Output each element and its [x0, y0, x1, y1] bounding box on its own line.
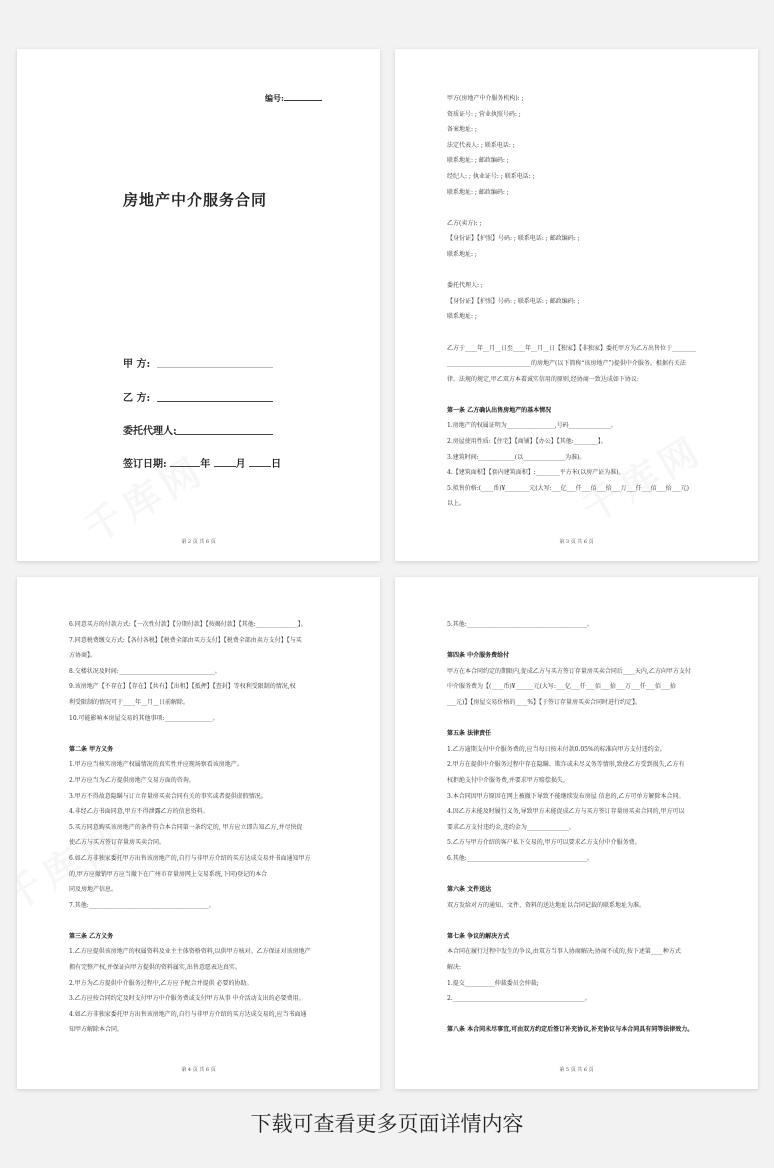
body-line: 解决:: [447, 964, 462, 972]
sign-date-label: 签订日期:: [123, 459, 167, 470]
contract-number-line: [284, 94, 322, 101]
body-line: 1.房地产的权属证明为________________,号码______________。: [447, 422, 617, 430]
body-line: 8.交楼状况及时间:________________________________。: [69, 667, 221, 675]
page-footer: 第 5 页 共 6 页: [559, 1067, 594, 1073]
body-line: 联系地址: ;: [447, 313, 477, 321]
section-heading: 第二条 甲方义务: [69, 745, 114, 753]
body-line: 乙方于____年__月__日至____年__月__日【独家】【非独家】委托甲方为乙方出售位于________: [447, 344, 697, 352]
body-line: 委托代理人: ;: [447, 282, 483, 290]
sign-month-line: [214, 458, 236, 467]
sign-year-label: 年: [200, 459, 211, 470]
page-footer: 第 2 页 共 6 页: [181, 539, 216, 545]
spacer: [447, 387, 706, 403]
spacer: [69, 726, 328, 742]
spacer: [447, 633, 706, 649]
body-line: 5.拟售价格:(____币)¥________元(大写:___亿___仟___佰___拾___万___仟___佰___拾___元): [447, 484, 689, 492]
spacer: [447, 913, 706, 929]
body-line: 【身份证】【护照】号码: ; 联系电话: ; 邮政编码: ;: [447, 297, 580, 305]
body-line: 知甲方解除本合同。: [69, 1026, 124, 1034]
body-line: 利受限制的情况可于____年__月__日前解除。: [69, 698, 190, 706]
body-line: 3.乙方应按合同约定及时支付甲方中介服务费或支付甲方从事 中介活动支出的必要费用。: [69, 995, 305, 1003]
contract-number-label: 编号:: [265, 93, 284, 103]
body-line: 法定代表人: ; 联系电话: ;: [447, 141, 515, 149]
body-line: 权拒绝支付中介服务费,并要求甲方赔偿损失。: [447, 776, 569, 784]
body-line: 3.甲方不得故意隐瞒与订立存量房买卖合同有关的事实或者提供虚假情况。: [69, 792, 267, 800]
body-line: ____________________________的房地产(以下简称“该房地产”)提供中介服务。根据有关法: [447, 360, 686, 368]
body-line: 5.买方同意购买该房地产的条件符合本合同第一条约定的, 甲方应立即告知乙方,并尽快促: [69, 823, 303, 831]
body-line: 本合同在履行过程中发生的争议,由双方当事人协商解决;协商不成的,按下述第____种方式: [447, 948, 681, 956]
page-cover: [17, 49, 380, 561]
sign-day-line: [249, 458, 271, 467]
spacer: [447, 263, 706, 279]
spacer: [69, 913, 328, 929]
body-line: 6.其他:________________________________________。: [447, 854, 593, 862]
body-line: 2.____________________________________________。: [447, 995, 591, 1003]
body-line: 4.【建筑面积】【套内建筑面积】:________平方米(以房产证为准)。: [447, 469, 625, 477]
body-line: 以上。: [447, 500, 466, 508]
body-line: 经纪人: ; 执业证号: ; 联系电话: ;: [447, 172, 535, 180]
body-line: 4.如乙方非独家委托甲方出售该房地产的,自行与非甲方介绍的买方达成交易的,应当书面通: [69, 1010, 307, 1018]
body-line: 3.建筑时间:____________(以______________为准)。: [447, 453, 586, 461]
party-b-label: 乙 方:: [123, 393, 151, 404]
body-line: 的,甲方应撤销甲方应当撤下在广州市存量房网上交易系统,下同)登记的本合: [69, 870, 268, 878]
body-line: 备案地址: ;: [447, 126, 477, 134]
party-a-line: [157, 367, 273, 368]
body-line: 2.甲方在提供中介服务过程中存在隐瞒、欺诈或未尽义务等情形,致使乙方受到损失,乙方有: [447, 761, 685, 769]
body-line: 7.同意税费缴交方式:【各付各税】【税费全部由买方支付】【税费全部由卖方支付】【与买: [69, 636, 302, 644]
body-line: 要求乙方支付违约金,违约金为______________。: [447, 823, 575, 831]
body-line: 9.该房地产【不存在】【存在】【共有】【出租】【抵押】【查封】等权利受限制的情况,权: [69, 683, 296, 691]
body-line: 2.房屋使用性质:【住宅】【商铺】【办公】【其他:________】。: [447, 438, 607, 446]
body-line: 5.其他:________________________________________。: [447, 621, 593, 628]
section-heading: 第八条 本合同未尽事宜,可由双方约定后签订补充协议,补充协议与本合同具有同等法律效力。: [447, 1026, 694, 1034]
sign-date: [123, 455, 281, 470]
body-line: 3.本合同因甲方原因在网上被撤下导致不能继续发布房屋 信息的,乙方可单方解除本合同。: [447, 792, 685, 800]
spacer: [447, 867, 706, 883]
page-4: [395, 577, 758, 1089]
body-line: 拥有完整产权,并保证向甲方提供的资料属实,出售意愿表达真实。: [69, 964, 241, 972]
download-caption: 下载可查看更多页面详情内容: [250, 1112, 524, 1136]
body-line: 乙方(卖方): ;: [447, 219, 482, 227]
body-line: 4.非经乙方书面同意,甲方不得泄露乙方的信息资料。: [69, 808, 209, 816]
body-line: 同及房地产信息。: [69, 886, 118, 894]
contract-number: [265, 93, 322, 104]
body-line: 6.同意买方的付款方式:【一次性付款】【分期付款】【按揭付款】【其他:______________】。: [69, 621, 307, 628]
sign-year-line: [170, 458, 200, 467]
party-b-line: [157, 401, 273, 402]
section-heading: 第五条 法律责任: [447, 730, 492, 738]
page-footer: 第 4 页 共 6 页: [181, 1067, 216, 1073]
spacer: [447, 200, 706, 216]
section-heading: 第一条 乙方确认出售房地产的基本情况: [447, 406, 552, 414]
sign-month-label: 月: [235, 459, 246, 470]
spacer: [447, 325, 706, 341]
body-line: 2.甲方应当为乙方提供房地产交易方面的咨询。: [69, 776, 195, 784]
section-heading: 第四条 中介服务费给付: [447, 652, 510, 660]
spacer: [447, 1007, 706, 1023]
page-footer: 第 3 页 共 6 页: [559, 539, 594, 545]
body-line: 10.可能影响本房屋交易的其他事项:________________。: [69, 714, 219, 722]
body-line: 1.乙方应提供该房地产的权属资料及业主主体资格资料,以供甲方核对。乙方保证对该房地产: [69, 948, 311, 956]
spacer: [447, 711, 706, 727]
page-3: [17, 577, 380, 1089]
body-line: 使乙方与买方签订存量房买卖合同。: [69, 839, 166, 847]
body-line: 律、法规的规定,甲乙双方本着诚实信用的原则,经协商一致达成如下协议:: [447, 375, 639, 383]
body-line: ___元)】【房屋交易价格的____%】【于签订存量房买卖合同时进行约定】。: [447, 698, 642, 706]
body-line: 6.如乙方非独家委托甲方出售该房地产的,自行与非甲方介绍的买方达成交易并书面通知甲方: [69, 854, 311, 862]
body-line: 1.甲方应当核实房地产权属情况的真实性并应现场察看该房地产。: [69, 761, 243, 769]
body-line: 联系地址: ;: [447, 250, 477, 258]
agent-label: 委托代理人:: [123, 426, 177, 437]
page-2-body: [447, 91, 706, 512]
body-line: 1.乙方逾期支付中介服务费的,应当每日按未付款0.05%的标准向甲方支付违约金。: [447, 745, 666, 753]
body-line: 联系地址: ; 邮政编码: ;: [447, 188, 509, 196]
body-line: 甲方(房地产中介服务机构): ;: [447, 95, 524, 102]
body-line: 资质证号: ; 营业执照号码: ;: [447, 110, 521, 118]
body-line: 中介服务费为【(____币)¥______元(大写:___亿___仟___佰___拾___万___仟___佰___拾: [447, 683, 676, 691]
party-a-label: 甲 方:: [123, 359, 151, 370]
body-line: 甲方在本合同约定的期限内,促成乙方与买方签订存量房买卖合同后____天内,乙方向甲方支付: [447, 667, 691, 675]
section-heading: 第六条 文件送达: [447, 886, 492, 894]
sign-day-label: 日: [271, 459, 282, 470]
body-line: 2.甲方为乙方提供中介服务过程中,乙方应予配合并提供 必要的协助。: [69, 979, 253, 987]
page-4-body: [447, 617, 706, 1038]
body-line: 双方发给对方的通知、文件、资料的送达地址以合同记载的联系地址为准。: [447, 901, 646, 909]
body-line: 【身份证】【护照】号码: ; 联系电话: ; 邮政编码: ;: [447, 235, 580, 243]
page-2: [395, 49, 758, 561]
agent-line: [175, 434, 273, 435]
section-heading: 第七条 争议的解决方式: [447, 932, 510, 940]
page-3-body: [69, 617, 328, 1038]
body-line: 5.乙方与甲方介绍的客户私下交易的,甲方可以要求乙方支付中介服务费。: [447, 839, 641, 847]
body-line: 4.因乙方未能及时履行义务,导致甲方未能促成乙方与买方签订存量房买卖合同的,甲方可以: [447, 808, 685, 816]
body-line: 联系地址: ; 邮政编码: ;: [447, 157, 509, 165]
body-line: 7.其他:________________________________________。: [69, 901, 215, 909]
section-heading: 第三条 乙方义务: [69, 932, 114, 940]
body-line: 1.提交__________仲裁委员会仲裁;: [447, 979, 539, 987]
page-title: 房地产中介服务合同: [123, 191, 268, 209]
body-line: 方协商】。: [69, 652, 97, 660]
